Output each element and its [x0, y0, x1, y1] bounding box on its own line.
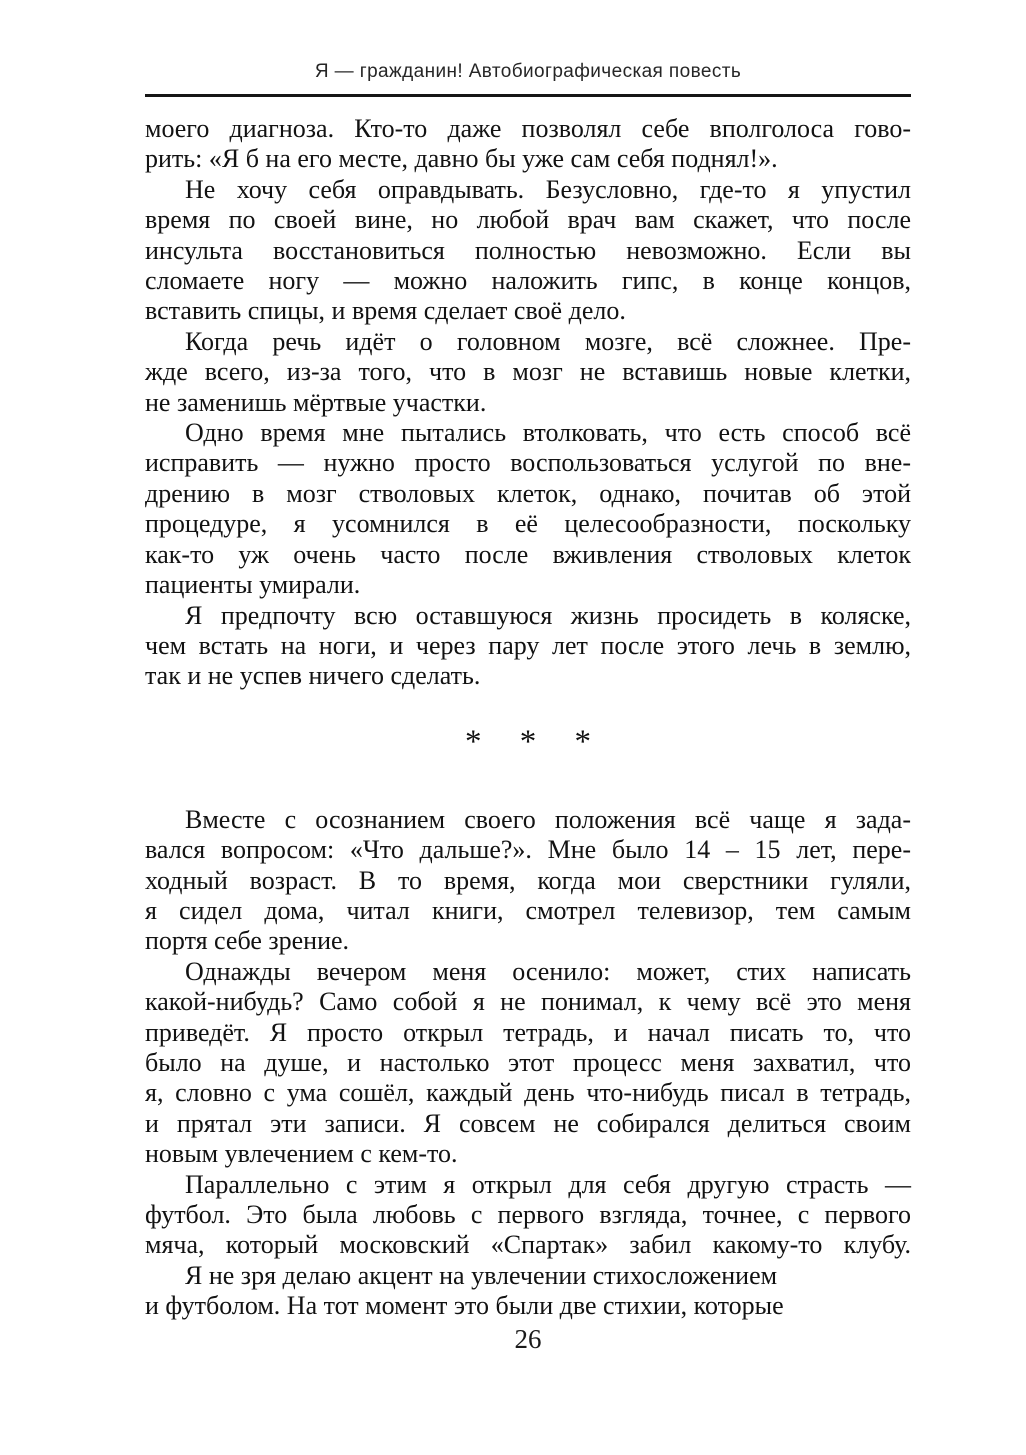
text-line: и прятал эти записи. Я совсем не собирался делиться своим [145, 1108, 911, 1138]
text-line: чем встать на ноги, и через пару лет после этого лечь в землю, [145, 630, 911, 660]
text-line: вставить спицы, и время сделает своё дело. [145, 296, 626, 326]
text-line: Я предпочту всю оставшуюся жизнь просидеть в коляске, [185, 600, 911, 630]
text-line: как-то уж очень часто после вживления стволовых клеток [145, 539, 911, 569]
text-line: жде всего, из-за того, что в мозг не вставишь новые клетки, [145, 357, 911, 387]
text-line: время по своей вине, но любой врач вам скажет, что после [145, 205, 911, 235]
text-line: Вместе с осознанием своего положения всё чаще я зада- [185, 804, 911, 834]
paragraph [145, 418, 911, 600]
paragraph [145, 601, 911, 692]
paragraph [145, 1291, 911, 1321]
text-line: портя себе зрение. [145, 926, 350, 956]
text-line: и футболом. На тот момент это были две стихии, которые [145, 1291, 784, 1321]
text-line: футбол. Это была любовь с первого взгляда, точнее, с первого [145, 1200, 911, 1229]
text-line: исправить — нужно просто воспользоваться услугой по вне- [145, 448, 911, 478]
text-line: приведёт. Я просто открыл тетрадь, и начал писать то, что [145, 1017, 911, 1047]
text-line: дрению в мозг стволовых клеток, однако, почитав об этой [145, 478, 911, 508]
text-line: новым увлечением с кем-то. [145, 1139, 458, 1169]
text-line: Параллельно с этим я открыл для себя другую страсть — [185, 1169, 911, 1199]
body-text [145, 114, 911, 1322]
text-line: какой-нибудь? Само собой я не понимал, к чему всё это меня [145, 987, 911, 1017]
text-line: Я не зря делаю акцент на увлечении стихосложением [185, 1260, 778, 1290]
paragraph [145, 114, 911, 175]
paragraph [145, 327, 911, 418]
text-line: рить: «Я б на его месте, давно бы уже сам себя поднял!». [145, 144, 778, 174]
text-line: Не хочу себя оправдывать. Безусловно, где-то я упустил [185, 174, 911, 204]
running-header-title: Я — гражданин! Автобиографическая повесть [314, 61, 742, 82]
text-line: мяча, который московский «Спартак» забил какому-то клубу. [145, 1230, 911, 1260]
text-line: пациенты умирали. [145, 570, 361, 600]
paragraph [145, 805, 911, 957]
text-line: ходный возраст. В то время, когда мои сверстники гуляли, [145, 865, 911, 895]
section-separator: * * * [465, 723, 591, 760]
text-line: я сидел дома, читал книги, смотрел телевизор, тем самым [145, 895, 911, 925]
paragraph [145, 1170, 911, 1292]
text-line: процедуре, я усомнился в её целесообразности, поскольку [145, 509, 911, 539]
text-line: Когда речь идёт о головном мозге, всё сложнее. Пре- [185, 326, 911, 356]
text-line: вался вопросом: «Что дальше?». Мне было 14 – 15 лет, пере- [145, 835, 911, 865]
text-line: так и не успев ничего сделать. [145, 661, 481, 691]
page-number: 26 [514, 1324, 542, 1354]
text-line: сломаете ногу — можно наложить гипс, в конце концов, [145, 266, 911, 296]
text-line: инсульта восстановиться полностью невозможно. Если вы [145, 235, 911, 265]
text-line: я, словно с ума сошёл, каждый день что-нибудь писал в тетрадь, [145, 1078, 911, 1108]
paragraph [145, 957, 911, 1170]
text-line: не заменишь мёртвые участки. [145, 387, 487, 417]
text-line: Однажды вечером меня осенило: может, стих написать [185, 956, 911, 986]
header-rule [145, 94, 911, 97]
text-line: моего диагноза. Кто-то даже позволял себе вполголоса гово- [145, 114, 911, 143]
text-line: было на душе, и настолько этот процесс меня захватил, что [145, 1047, 911, 1077]
paragraph [145, 175, 911, 327]
text-line: Одно время мне пытались втолковать, что есть способ всё [185, 418, 911, 448]
